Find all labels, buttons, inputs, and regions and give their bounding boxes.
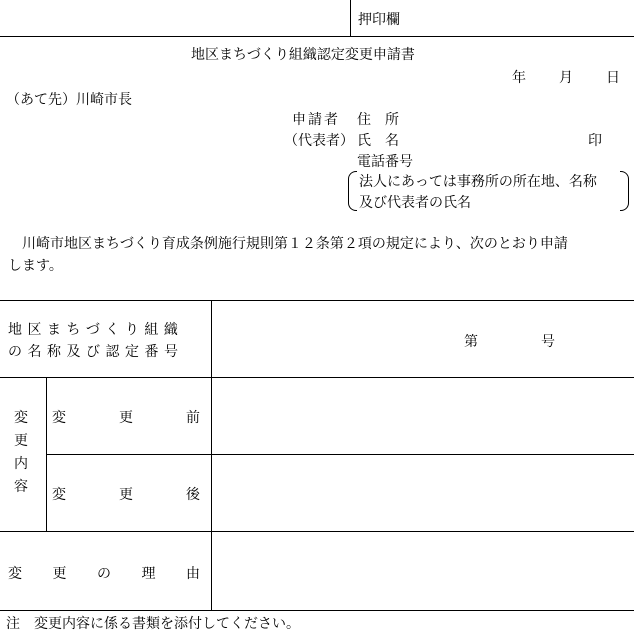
applicant-label: 申請者 <box>292 112 340 128</box>
org-label-line1: 地区まちづくり組織 <box>8 322 184 338</box>
body-text-line2: します。 <box>8 258 63 274</box>
addressee: （あて先）川崎市長 <box>6 92 132 108</box>
after-label-char-3: 後 <box>186 487 200 503</box>
form-top-border <box>0 36 634 37</box>
corporate-note-line2: 及び代表者の氏名 <box>359 195 471 211</box>
stamp-box-left-border <box>350 0 351 37</box>
before-label-char-3: 前 <box>186 410 200 426</box>
change-group-char-3: 内 <box>14 456 28 472</box>
reason-label-char-3: の <box>97 566 111 582</box>
phone-label: 電話番号 <box>357 154 413 170</box>
date-month: 月 <box>559 70 573 86</box>
corporate-note-line1: 法人にあっては事務所の所在地、名称 <box>359 174 597 190</box>
before-label <box>52 407 200 427</box>
form-title: 地区まちづくり組織認定変更申請書 <box>191 47 415 63</box>
reason-label <box>8 563 200 583</box>
form-bottom-border <box>0 610 634 611</box>
applicant-representative-label: （代表者） <box>284 133 354 149</box>
body-text-line1: 川崎市地区まちづくり育成条例施行規則第１２条第２項の規定により、次のとおり申請 <box>22 236 568 252</box>
reason-label-char-5: 由 <box>186 566 200 582</box>
date-day: 日 <box>606 70 620 86</box>
stamp-box-label: 押印欄 <box>358 12 400 28</box>
after-label-char-2: 更 <box>119 487 133 503</box>
footnote: 注 変更内容に係る書類を添付してください。 <box>6 616 300 632</box>
reason-label-char-1: 変 <box>8 566 22 582</box>
note-bracket-right <box>620 171 629 211</box>
table-row-divider-1 <box>0 377 634 378</box>
number-suffix: 号 <box>541 334 555 350</box>
reason-label-char-4: 理 <box>141 566 156 582</box>
change-group-label <box>14 407 28 499</box>
change-group-char-4: 容 <box>14 479 28 495</box>
table-top-border <box>0 300 634 301</box>
table-col-divider-group <box>46 377 47 531</box>
table-col-divider-main <box>211 300 212 610</box>
change-group-char-1: 変 <box>14 410 28 426</box>
name-label: 氏 名 <box>357 133 399 149</box>
after-label <box>52 484 200 504</box>
note-bracket-left <box>348 171 357 211</box>
table-row-divider-2 <box>46 454 634 455</box>
change-group-char-2: 更 <box>14 433 28 449</box>
before-label-char-2: 更 <box>119 410 133 426</box>
date-line <box>512 67 620 87</box>
before-label-char-1: 変 <box>52 410 66 426</box>
address-label: 住 所 <box>357 112 399 128</box>
date-year: 年 <box>512 70 526 86</box>
after-label-char-1: 変 <box>52 487 66 503</box>
table-row-divider-3 <box>0 531 634 532</box>
seal-mark: 印 <box>588 133 602 149</box>
org-label-line2: の名称及び認定番号 <box>8 344 184 360</box>
number-prefix: 第 <box>464 334 478 350</box>
reason-label-char-2: 更 <box>52 566 67 582</box>
